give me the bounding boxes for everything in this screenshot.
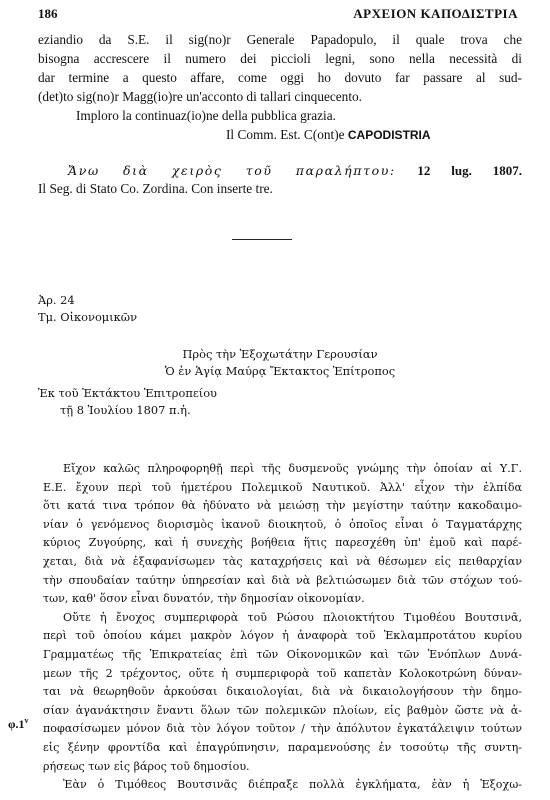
addressee-block	[38, 346, 522, 380]
italian-line: dar termine a questo affare, come oggi ho dovuto far passare al sud-	[38, 70, 522, 85]
body-line: Γραμματέως τῆς Ἐπικρατείας ἐπὶ τῶν Οἰκονομικῶν καὶ τῶν Ἐνόπλων Δυνά-	[43, 647, 522, 661]
signature-prefix: Il Comm. Est. C(ont)e	[226, 127, 348, 142]
body-line: των, καθ' ὅσον εἶναι δυνατόν, τὴν δημοσίαν οἰκονομίαν.	[43, 592, 365, 606]
sender-date: τῇ 8 Ἰουλίου 1807 π.ἡ.	[60, 403, 191, 417]
document-number: Ἀρ. 24	[38, 293, 75, 307]
italian-line: bisogna accrescere il numero dei piccioli legni, sono nella necessità di	[38, 51, 522, 66]
sender-line-1: Ἐκ τοῦ Ἐκτάκτου Ἐπιτροπείου	[38, 386, 217, 400]
body-line: τὴν σπουδαίαν ταύτην ὑπηρεσίαν καὶ διὰ νὰ βελτιώσωμεν διὰ τῶν στόχων τού-	[43, 573, 522, 587]
body-line: εἰς ξένην φροντίδα καὶ ἐπαγρύπνησιν, παραμενούσης ἐν τοσούτῳ τῆς συντη-	[43, 740, 522, 754]
receipt-line-2: Il Seg. di Stato Co. Zordina. Con inserte tre.	[38, 181, 273, 196]
receipt-date: 12 lug. 1807.	[417, 163, 522, 178]
page-number: 186	[38, 6, 58, 21]
italian-closing: Imploro la continuaz(io)ne della pubblica grazia.	[76, 108, 336, 123]
body-line: Οὔτε ἡ ἔνοχος συμπεριφορὰ τοῦ Ρώσου πλοιοκτήτου Τιμοθέου Βουτσινᾶ,	[63, 610, 522, 624]
body-line: Ε.Ε. ἔχουν περὶ τοῦ ἡμετέρου Πολεμικοῦ Ναυτικοῦ. Ἀλλ' εἶχον τὴν ἐλπίδα	[43, 480, 522, 494]
body-line: Εἴχον καλῶς πληροφορηθῇ περὶ τῆς δυσμενοῦς γνώμης τὴν ὁποίαν αἱ Υ.Γ.	[63, 462, 522, 475]
receipt-note	[38, 162, 522, 198]
body-line: ρήσεως των εἰς βάρος τοῦ δημοσίου.	[43, 759, 250, 773]
receipt-greek-phrase: Ἄνω διὰ χειρὸς τοῦ παραλήπτου:	[68, 163, 396, 178]
italian-line: (det)to sig(no)r Magg(io)re un'acconto di tallari cinquecento.	[38, 89, 362, 104]
page-header	[38, 6, 518, 24]
body-line: περὶ τοῦ ὁποίου κάμει μακρὸν λόγον ἡ ἀναφορὰ τοῦ Ἐκλαμπροτάτου κυρίου	[43, 629, 522, 643]
section-divider	[232, 239, 292, 240]
addressee-line-2: Ὁ ἐν Ἁγίᾳ Μαύρᾳ Ἔκτακτος Ἐπίτροπος	[164, 364, 396, 378]
folio-margin-note	[8, 716, 29, 732]
body-line: κύριος Ζυγούρης, καὶ ἡ συνεχὴς βοήθεια ἥτις παρεσχέθη ὑπ' ἐμοῦ καὶ παρέ-	[43, 536, 522, 550]
body-line: ται νὰ θεωρηθοῦν ἀρκούσαι δικαιολογίαι, διὰ νὰ δικαιολογήσουν τὴν δημο-	[43, 685, 522, 699]
running-title: ΑΡΧΕΙΟΝ ΚΑΠΟΔΙΣΤΡΙΑ	[353, 6, 518, 21]
italian-line: eziandio da S.E. il sig(no)r Generale Papadopulo, il quale trova che	[38, 32, 522, 47]
body-line: νίαν ὁ γενόμενος διορισμὸς ἱκανοῦ διοικητοῦ, ὁ ὁποῖος εἶναι ὁ Ταγματάρχης	[43, 517, 522, 531]
body-line: ποφασίσωμεν μόνον διὰ τὸν λόγον τοῦτον / τὴν ἀπόλυτον ἐγκατάλειψιν τούτων	[43, 722, 522, 736]
folio-verso-mark: v	[24, 716, 29, 725]
italian-letter-excerpt	[38, 30, 522, 145]
signature-name: CAPODISTRIA	[347, 128, 431, 142]
addressee-line-1: Πρὸς τὴν Ἐξοχωτάτην Γερουσίαν	[182, 347, 378, 361]
body-line: χεται, διὰ νὰ ἐξαφανίσωμεν τὰς καταχρήσεις καὶ νὰ θέσωμεν εἰς πειθαρχίαν	[43, 554, 522, 568]
receipt-line-1	[38, 162, 522, 180]
document-heading	[38, 292, 522, 326]
signature	[38, 125, 522, 145]
sender-block	[38, 385, 522, 419]
body-line: σίαν ἀγανάκτησιν ἔναντι ὅλων τῶν πολεμικῶν πλοίων, εἰς βαθμὸν ὥστε νὰ ἀ-	[43, 703, 522, 717]
document-body	[43, 460, 522, 795]
document-department: Τμ. Οἰκονομικῶν	[38, 310, 138, 324]
body-line: Ἐὰν ὁ Τιμόθεος Βουτσινᾶς διέπραξε πολλὰ ἐγκλήματα, ἐὰν ἡ Ἐξοχω-	[63, 778, 522, 792]
folio-label: φ.1	[8, 717, 25, 731]
body-line: ὅτι κατά τινα τρόπον θὰ ἠδύνατο νὰ μειώσῃ τὴν μεγίστην ταύτην κακοδαιμο-	[43, 499, 522, 513]
body-line: μεων τῆς 2 τρέχοντος, οὔτε ἡ συμπεριφορὰ τοῦ καπετὰν Κολοκοτρώνη δύναν-	[43, 666, 522, 680]
